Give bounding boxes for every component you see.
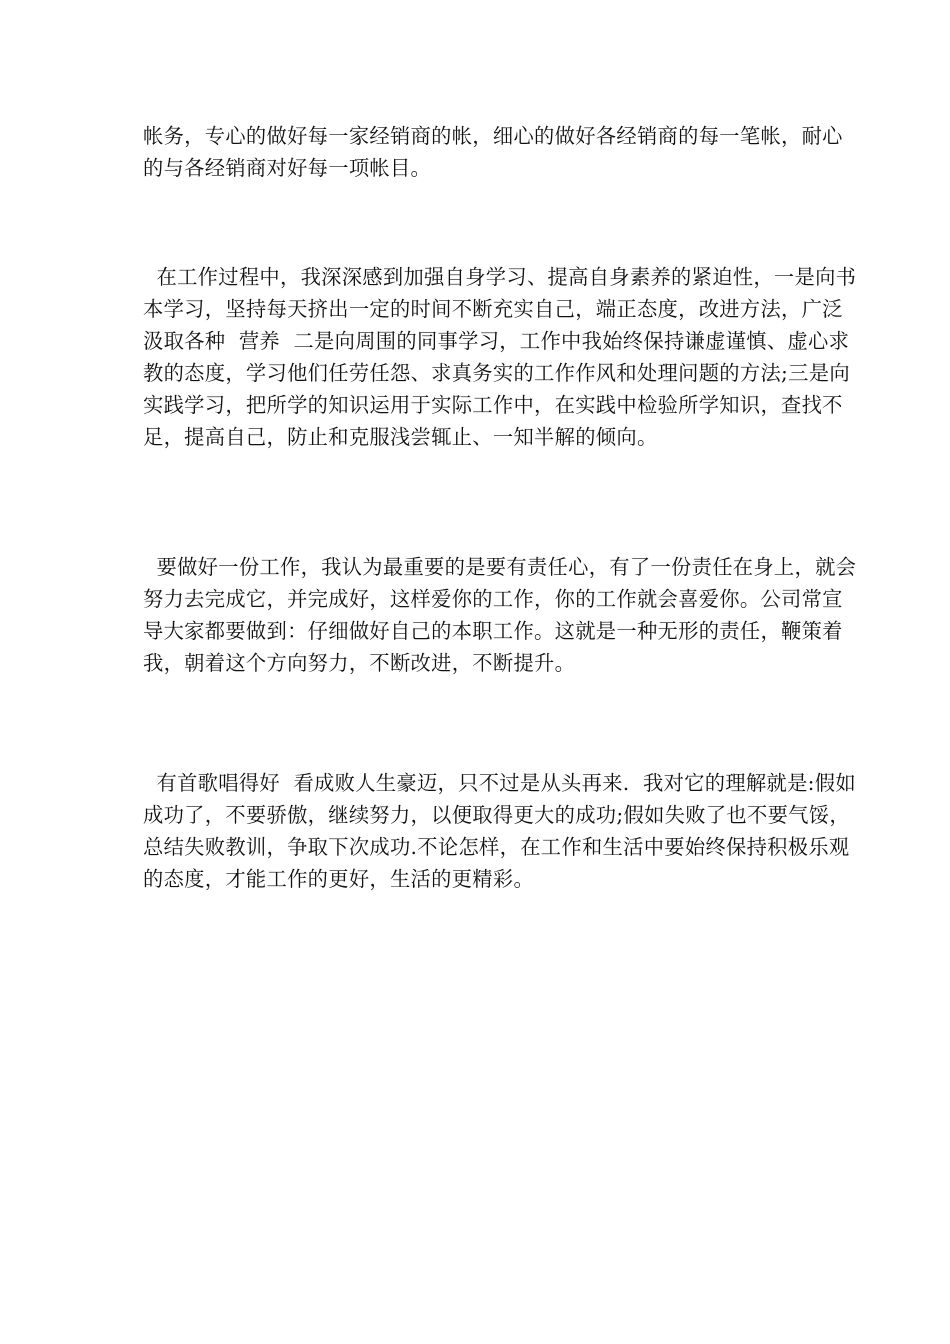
paragraph-account-duties bbox=[143, 120, 843, 184]
text-line: 要做好一份工作，我认为最重要的是要有责任心，有了一份责任在身上，就会 bbox=[143, 555, 857, 579]
text-line: 实践学习，把所学的知识运用于实际工作中，在实践中检验所学知识，查找不 bbox=[143, 393, 843, 417]
text-line: 成功了，不要骄傲，继续努力，以便取得更大的成功;假如失败了也不要气馁， bbox=[143, 803, 850, 827]
text-line: 汲取各种 营养 二是向周围的同事学习，工作中我始终保持谦虚谨慎、虚心求 bbox=[143, 329, 850, 353]
text-line: 导大家都要做到：仔细做好自己的本职工作。这就是一种无形的责任，鞭策着 bbox=[143, 619, 843, 643]
text-line: 有首歌唱得好 看成败人生豪迈，只不过是从头再来. 我对它的理解就是:假如 bbox=[143, 771, 856, 795]
paragraph-attitude bbox=[143, 767, 856, 895]
text-line: 的态度，才能工作的更好，生活的更精彩。 bbox=[143, 867, 535, 891]
text-line: 教的态度，学习他们任劳任怨、求真务实的工作作风和处理问题的方法;三是向 bbox=[143, 361, 850, 385]
paragraph-responsibility bbox=[143, 551, 857, 679]
paragraph-self-learning bbox=[143, 261, 857, 453]
text-line: 足，提高自己，防止和克服浅尝辄止、一知半解的倾向。 bbox=[143, 425, 658, 449]
text-line: 努力去完成它，并完成好，这样爱你的工作，你的工作就会喜爱你。公司常宣 bbox=[143, 587, 843, 611]
text-line: 的与各经销商对好每一项帐目。 bbox=[143, 156, 432, 180]
text-line: 帐务，专心的做好每一家经销商的帐，细心的做好各经销商的每一笔帐，耐心 bbox=[143, 124, 843, 148]
text-line: 总结失败教训，争取下次成功.不论怎样，在工作和生活中要始终保持积极乐观 bbox=[143, 835, 850, 859]
text-line: 本学习，坚持每天挤出一定的时间不断充实自己，端正态度，改进方法，广泛 bbox=[143, 297, 843, 321]
text-line: 在工作过程中，我深深感到加强自身学习、提高自身素养的紧迫性，一是向书 bbox=[143, 265, 857, 289]
text-line: 我，朝着这个方向努力，不断改进，不断提升。 bbox=[143, 651, 576, 675]
